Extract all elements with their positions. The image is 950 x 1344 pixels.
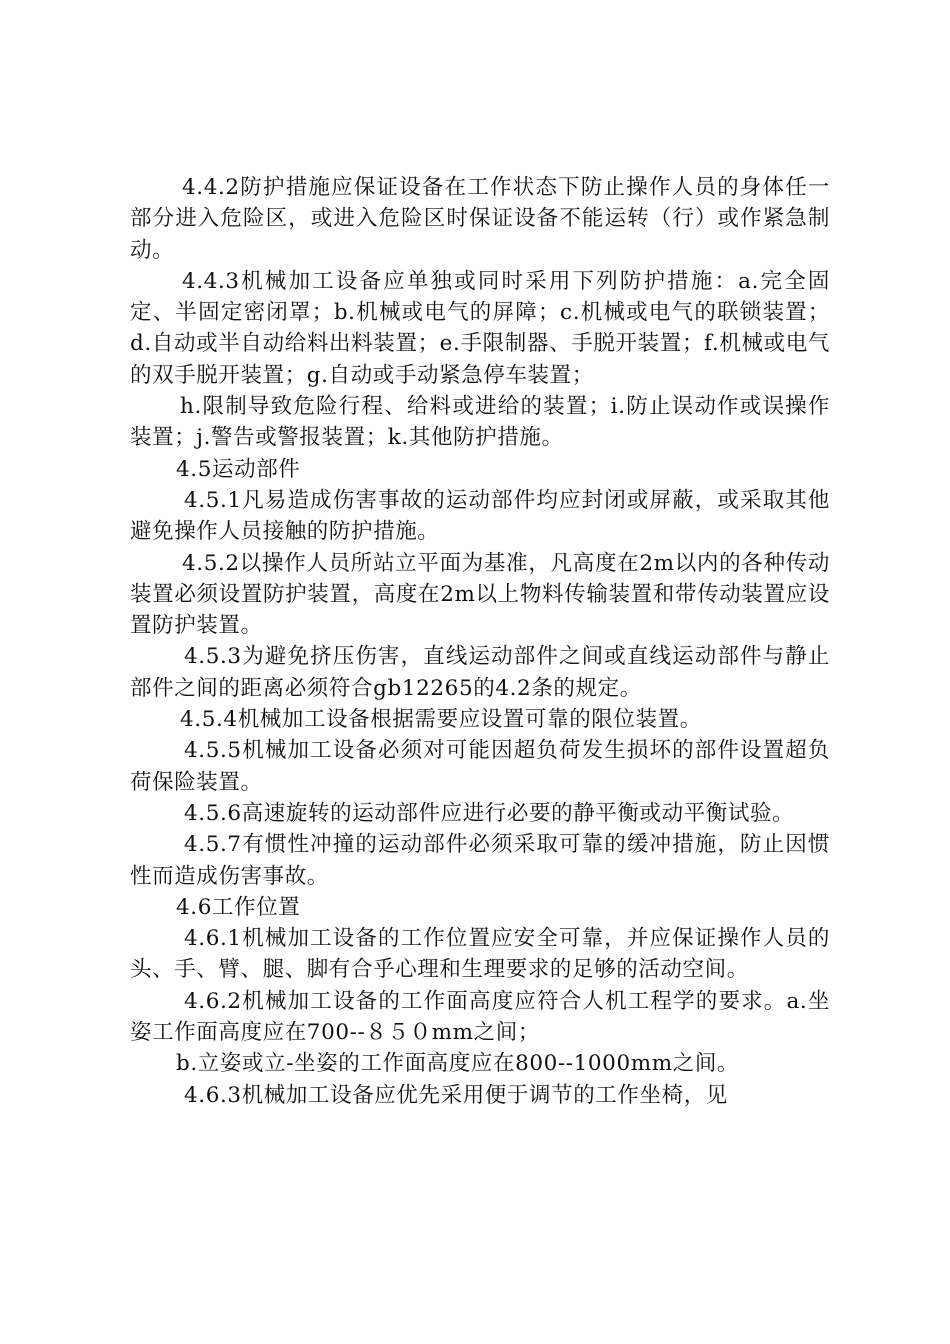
paragraph-4-4-2: 4.4.2防护措施应保证设备在工作状态下防止操作人员的身体任一部分进入危险区，或进入危险区时保证设备不能运转（行）或作紧急制动。 bbox=[130, 175, 830, 263]
document-body bbox=[130, 172, 830, 1111]
paragraph-4-6-1: 4.6.1机械加工设备的工作位置应安全可靠，并应保证操作人员的头、手、臂、腿、脚有合乎心理和生理要求的足够的活动空间。 bbox=[130, 926, 830, 983]
paragraph-4-5-4: 4.5.4机械加工设备根据需要应设置可靠的限位装置。 bbox=[180, 707, 702, 733]
paragraph-4-4-3-continued: h.限制导致危险行程、给料或进给的装置；i.防止误动作或误操作装置；j.警告或警报装置；k.其他防护措施。 bbox=[130, 394, 830, 451]
paragraph-4-5-6: 4.5.6高速旋转的运动部件应进行必要的静平衡或动平衡试验。 bbox=[184, 800, 795, 826]
paragraph-4-5-5: 4.5.5机械加工设备必须对可能因超负荷发生损坏的部件设置超负荷保险装置。 bbox=[130, 738, 830, 795]
paragraph-4-5-1: 4.5.1凡易造成伤害事故的运动部件均应封闭或屏蔽，或采取其他避免操作人员接触的防护措施。 bbox=[130, 487, 830, 545]
paragraph-4-5-7: 4.5.7有惯性冲撞的运动部件必须采取可靠的缓冲措施，防止因惯性而造成伤害事故。 bbox=[130, 832, 830, 889]
paragraph-4-6-3: 4.6.3机械加工设备应优先采用便于调节的工作坐椅，见 bbox=[184, 1082, 728, 1108]
section-heading-4-6: 4.6工作位置 bbox=[176, 894, 301, 920]
paragraph-4-5-3: 4.5.3为避免挤压伤害，直线运动部件之间或直线运动部件与静止部件之间的距离必须符合gb12265的4.2条的规定。 bbox=[130, 644, 830, 701]
paragraph-4-4-3: 4.4.3机械加工设备应单独或同时采用下列防护措施：a.完全固定、半固定密闭罩；b.机械或电气的屏障；c.机械或电气的联锁装置；d.自动或半自动给料出料装置；e.手限制器、手脱开装置；f.机械或电气的双手脱开装置；g.自动或手动紧急停车装置； bbox=[130, 268, 830, 388]
paragraph-4-5-2: 4.5.2以操作人员所站立平面为基准，凡高度在2m以内的各种传动装置必须设置防护装置，高度在2m以上物料传输装置和带传动装置应设置防护装置。 bbox=[130, 550, 830, 639]
paragraph-4-6-2-continued: b.立姿或立-坐姿的工作面高度应在800--1000mm之间。 bbox=[176, 1051, 740, 1077]
paragraph-4-6-2: 4.6.2机械加工设备的工作面高度应符合人机工程学的要求。a.坐姿工作面高度应在700--８５０mm之间； bbox=[130, 988, 830, 1046]
section-heading-4-5: 4.5运动部件 bbox=[176, 456, 301, 482]
